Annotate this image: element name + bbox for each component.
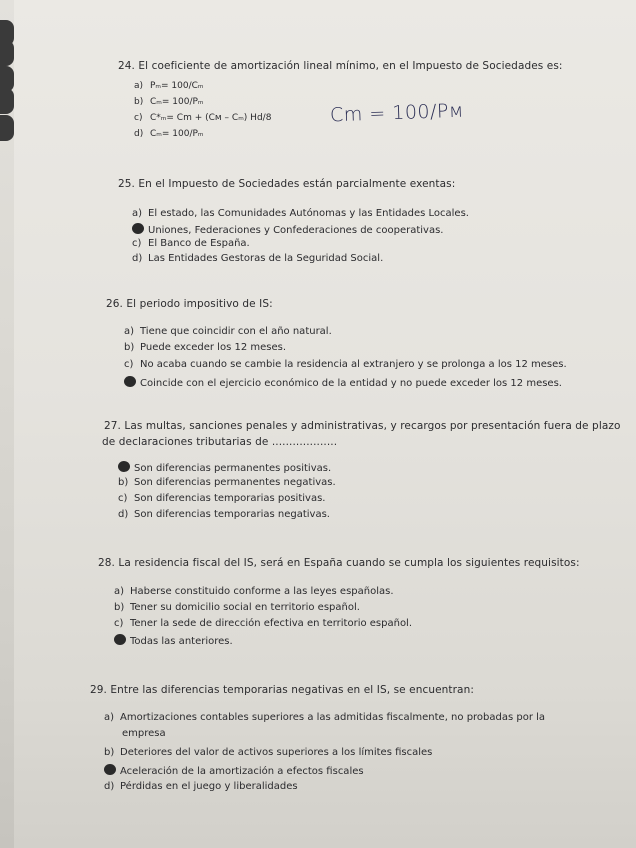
option-a: Son diferencias permanentes positivas. — [118, 461, 331, 474]
option-d: d) Las Entidades Gestoras de la Seguridad Social. — [132, 253, 384, 264]
selected-answer-mark — [114, 634, 126, 645]
question-title: 24. El coeficiente de amortización lineal mínimo, en el Impuesto de Sociedades es: — [118, 60, 563, 72]
option-c: c) Tener la sede de dirección efectiva en territorio español. — [114, 618, 413, 629]
selected-answer-mark — [132, 223, 144, 234]
binder-hole — [0, 88, 14, 114]
option-b: b) Son diferencias permanentes negativas. — [118, 477, 336, 488]
option-a: a) Amortizaciones contables superiores a las admitidas fiscalmente, no probadas por la — [104, 712, 546, 723]
option-a: a) Pₘ= 100/Cₘ — [134, 81, 204, 91]
selected-answer-mark — [118, 461, 130, 472]
option-a: a) Haberse constituido conforme a las leyes españolas. — [114, 586, 394, 597]
option-b: b) Tener su domicilio social en territorio español. — [114, 602, 360, 613]
option-d: d) Pérdidas en el juego y liberalidades — [104, 781, 298, 792]
option-d: Coincide con el ejercicio económico de la entidad y no puede exceder los 12 meses. — [124, 376, 562, 389]
option-c: c) El Banco de España. — [132, 238, 250, 249]
exam-page — [14, 0, 636, 848]
question-title: 27. Las multas, sanciones penales y administrativas, y recargos por presentación fuera de plazo — [104, 420, 621, 432]
option-a-continuation: empresa — [122, 728, 166, 739]
selected-answer-mark — [124, 376, 136, 387]
option-d: d) Son diferencias temporarias negativas. — [118, 509, 330, 520]
option-b: b) Cₘ= 100/Pₘ — [134, 97, 204, 107]
option-b: b) Deteriores del valor de activos superiores a los límites fiscales — [104, 747, 433, 758]
option-a: a) El estado, las Comunidades Autónomas y las Entidades Locales. — [132, 208, 469, 219]
option-c: c) No acaba cuando se cambie la residencia al extranjero y se prolonga a los 12 meses. — [124, 359, 567, 370]
option-b: Uniones, Federaciones y Confederaciones de cooperativas. — [132, 223, 444, 236]
option-a: a) Tiene que coincidir con el año natural. — [124, 326, 332, 337]
option-c: Aceleración de la amortización a efectos fiscales — [104, 764, 364, 777]
option-c: c) C*ₘ= Cm + (Cᴍ – Cₘ) Hd/8 — [134, 113, 272, 123]
selected-answer-mark — [104, 764, 116, 775]
question-title: 25. En el Impuesto de Sociedades están parcialmente exentas: — [118, 178, 456, 190]
option-d: Todas las anteriores. — [114, 634, 233, 647]
question-title: 26. El periodo impositivo de IS: — [106, 298, 273, 310]
binder-hole — [0, 115, 14, 141]
option-d: d) Cₘ= 100/Pₘ — [134, 129, 204, 139]
option-c: c) Son diferencias temporarias positivas. — [118, 493, 326, 504]
question-title-continuation: de declaraciones tributarias de ................... — [102, 436, 338, 448]
question-title: 28. La residencia fiscal del IS, será en España cuando se cumpla los siguientes requisitos: — [98, 557, 580, 569]
binder-hole — [0, 40, 14, 66]
question-title: 29. Entre las diferencias temporarias negativas en el IS, se encuentran: — [90, 684, 474, 696]
option-b: b) Puede exceder los 12 meses. — [124, 342, 287, 353]
handwritten-answer: Cm = 100/Pᴍ — [329, 99, 465, 127]
